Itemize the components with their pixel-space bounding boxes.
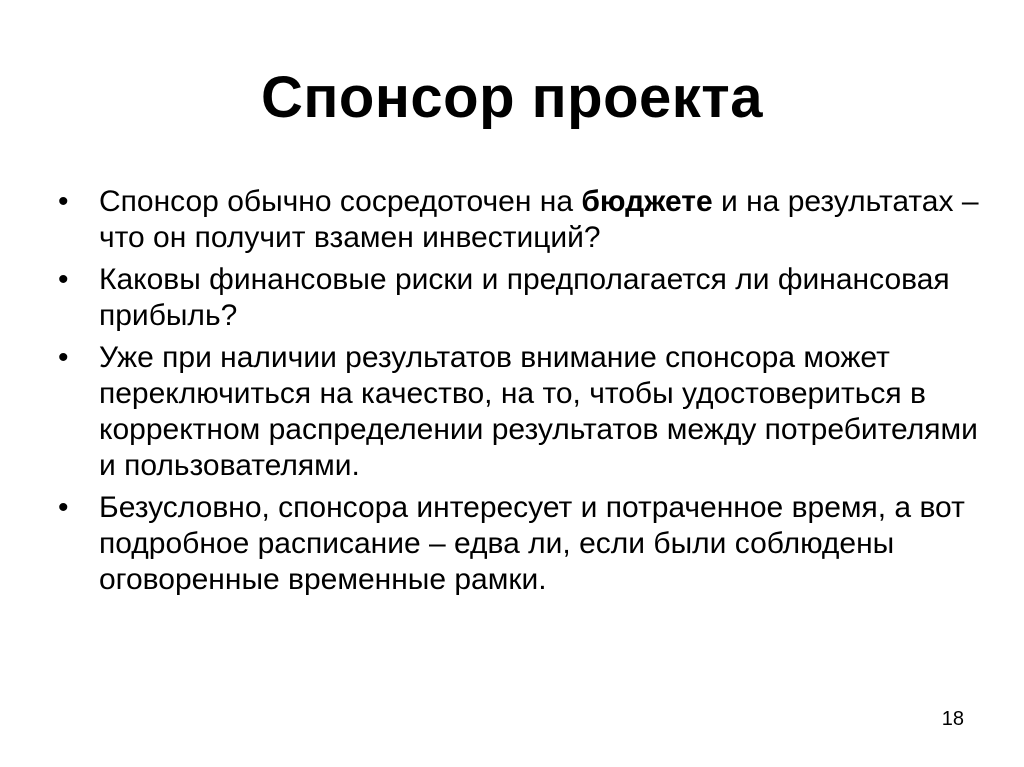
slide-title: Спонсор проекта [261,65,763,130]
page-number: 18 [941,708,964,730]
bullet-text-part: Спонсор обычно сосредоточен на [99,185,582,218]
bullet-dot-icon: • [58,341,69,374]
bullet-dot-icon: • [58,185,69,218]
bullet-text: Уже при наличии результатов внимание спонсора может переключиться на качество, на то, чтобы удостовериться в корректном распределении результатов между потребителями и пользователями. [99,341,978,482]
bullet-item [52,340,982,484]
bullet-item [52,184,982,256]
bullet-dot-icon: • [58,263,69,296]
bullet-list [52,184,982,604]
bullet-text: Безусловно, спонсора интересует и потраченное время, а вот подробное расписание – едва ли, если были соблюдены оговоренные временные рамки. [99,491,965,596]
bullet-item [52,490,982,598]
bullet-text-part: и на результатах – что он получит взамен инвестиций? [99,185,979,254]
bullet-item [52,262,982,334]
bullet-text-bold: бюджете [581,185,713,218]
bullet-text [99,185,979,254]
bullet-text: Каковы финансовые риски и предполагается ли финансовая прибыль? [99,263,950,332]
bullet-dot-icon: • [58,491,69,524]
